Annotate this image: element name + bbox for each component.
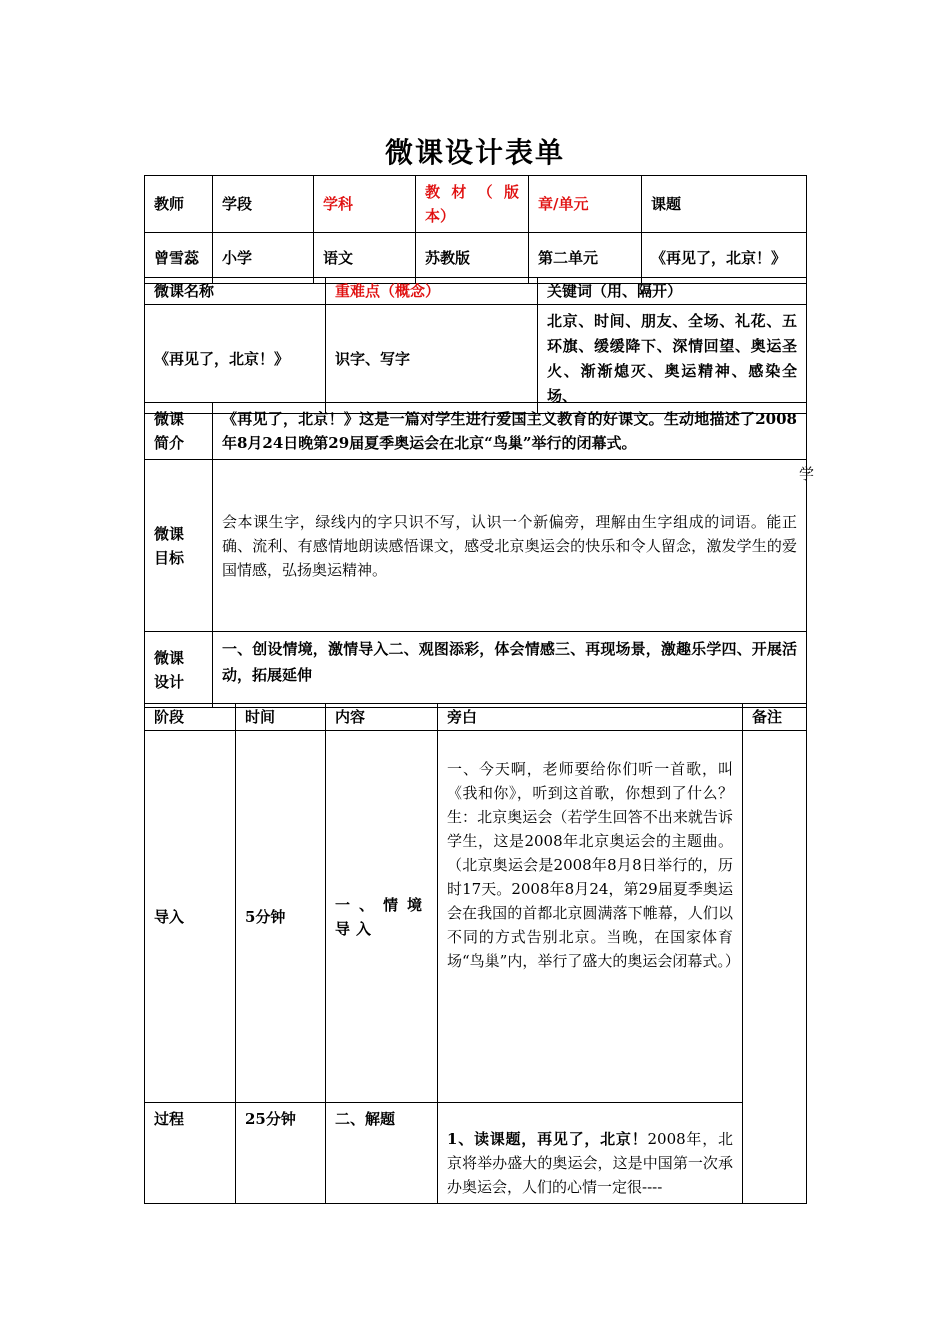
topic-label: 课题: [642, 176, 807, 233]
row2-stage: 过程: [145, 1103, 236, 1204]
goal-label-line1: 微课: [154, 524, 185, 543]
keypoint-value: 识字、写字: [326, 305, 538, 414]
form-title: 微课设计表单: [384, 136, 565, 169]
info-table: [144, 277, 807, 414]
textbook-value: 苏教版: [416, 233, 529, 284]
name-label: 微课名称: [145, 278, 326, 305]
goal-corner-text: 学: [798, 465, 814, 483]
row1-stage: 导入: [145, 731, 236, 1103]
row1-content: 一、情境导入: [326, 731, 438, 1103]
stage-header: 阶段: [145, 704, 236, 731]
design-label: [145, 632, 213, 708]
intro-label: [145, 403, 213, 460]
topic-value: 《再见了，北京！》: [642, 233, 807, 284]
goal-cell: [213, 460, 814, 632]
remarks-header: 备注: [743, 704, 807, 731]
stages-table: [144, 703, 807, 1204]
goal-label-line2: 目标: [154, 548, 185, 567]
chapter-label: 章/单元: [529, 176, 642, 233]
time-header: 时间: [236, 704, 326, 731]
row2-narration: [438, 1103, 743, 1204]
content-header: 内容: [326, 704, 438, 731]
goal-text: 会本课生字，绿线内的字只识不写，认识一个新偏旁，理解由生字组成的词语。能正确、流利、有感情地朗读感悟课文，感受北京奥运会的快乐和令人留念，激发学生的爱国情感，弘扬奥运精神。: [222, 512, 797, 579]
summary-table: [144, 402, 814, 708]
intro-label-line1: 微课: [154, 410, 185, 428]
keypoint-label: 重难点（概念）: [326, 278, 538, 305]
row2-narration-text: 2008年，北京将举办盛大的奥运会，这是中国第一次承办奥运会，人们的心情一定很----: [447, 1130, 733, 1196]
design-label-line1: 微课: [154, 648, 185, 667]
design-text: 一、创设情境，激情导入二、观图添彩，体会情感三、再现场景，激趣乐学四、开展活动，拓展延伸: [213, 632, 807, 708]
name-value: 《再见了，北京！》: [145, 305, 326, 414]
chapter-value: 第二单元: [529, 233, 642, 284]
teacher-label: 教师: [145, 176, 213, 233]
goal-label: [145, 460, 213, 632]
table-row: [145, 1103, 807, 1204]
stage-label: 学段: [213, 176, 314, 233]
header-table: [144, 175, 807, 284]
row1-time: 5分钟: [236, 731, 326, 1103]
table-row: [145, 731, 807, 1103]
subject-value: 语文: [314, 233, 416, 284]
remarks-cell: [743, 731, 807, 1204]
design-label-line2: 设计: [154, 672, 185, 691]
row2-content: 二、解题: [326, 1103, 438, 1204]
narration-header: 旁白: [438, 704, 743, 731]
row1-narration: 一、今天啊，老师要给你们听一首歌，叫《我和你》，听到这首歌，你想到了什么？生：北京奥运会（若学生回答不出来就告诉学生，这是2008年北京奥运会的主题曲。（北京奥运会是2008年8月8日举行的，历时17天。2008年8月24，第29届夏季奥运会在我国的首都北京圆满落下帷幕，人们以不同的方式告别北京。当晚，在国家体育场“鸟巢”内，举行了盛大的奥运会闭幕式。）: [438, 731, 743, 1103]
teacher-value: 曾雪蕊: [145, 233, 213, 284]
stage-value: 小学: [213, 233, 314, 284]
intro-text: 《再见了，北京！》这是一篇对学生进行爱国主义教育的好课文。生动地描述了2008年8月24日晚第29届夏季奥运会在北京“鸟巢”举行的闭幕式。: [213, 403, 807, 460]
intro-label-line2: 简介: [154, 434, 185, 452]
row2-time: 25分钟: [236, 1103, 326, 1204]
row2-narration-lead: 1、读课题，再见了，北京！: [447, 1130, 648, 1148]
keywords-label: 关键词（用、隔开）: [538, 278, 807, 305]
keywords-value: 北京、时间、朋友、全场、礼花、五环旗、缓缓降下、深情回望、奥运圣火、渐渐熄灭、奥运精神、感染全场、: [538, 305, 807, 414]
subject-label: 学科: [314, 176, 416, 233]
textbook-label: 教 材 （ 版 本）: [416, 176, 529, 233]
